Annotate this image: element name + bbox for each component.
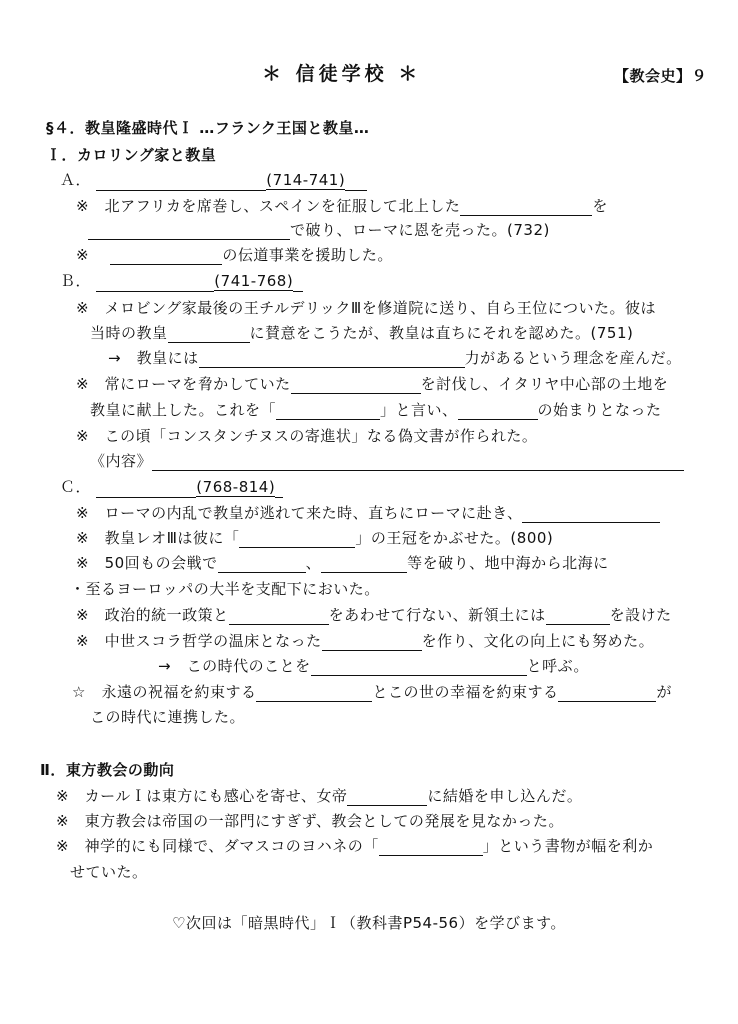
b-text-5c: の始まりとなった [537, 401, 662, 419]
page-title: ＊ 信徒学校 ＊ [262, 63, 422, 85]
c-line-7 [158, 656, 589, 676]
c-text-8a: ☆ 永遠の祝福を約束する [72, 683, 257, 701]
c-text-6a: ※ 中世スコラ哲学の温床となった [76, 632, 322, 650]
a-text-3a: ※ [76, 246, 90, 264]
section-heading: §４．教皇隆盛時代Ｉ …フランク王国と教皇… [46, 119, 370, 137]
p2-text-3a: ※ 神学的にも同様で、ダマスコのヨハネの「 [56, 837, 379, 855]
c-text-7a: → この時代のことを [158, 657, 311, 675]
blank-c2[interactable] [239, 530, 355, 548]
item-c-years: (768-814) [196, 478, 276, 496]
p2-line-1 [56, 786, 582, 806]
b-text-3b: 力があるという理念を産んだ。 [464, 349, 682, 367]
c-line-6 [76, 631, 654, 651]
a-text-1b: を [592, 197, 608, 215]
blank-b3[interactable] [199, 350, 465, 368]
c-text-7b: と呼ぶ。 [526, 657, 589, 675]
blank-c8a[interactable] [256, 684, 372, 702]
c-text-5b: をあわせて行ない、新領土には [328, 606, 546, 624]
b-text-4b: を討伐し、イタリヤ中心部の土地を [420, 375, 669, 393]
blank-c5a[interactable] [229, 607, 329, 625]
p2-text-1a: ※ カールＩは東方にも感心を寄せ、女帝 [56, 787, 348, 805]
blank-a1[interactable] [460, 198, 592, 216]
item-b-line [60, 271, 303, 292]
item-b-years: (741-768) [214, 272, 294, 290]
a-text-2: で破り、ローマに恩を売った。(732) [290, 221, 550, 239]
c-text-6b: を作り、文化の向上にも努めた。 [421, 632, 655, 650]
b-text-5b: 」と言い、 [380, 401, 458, 419]
p2-line-3 [56, 836, 653, 856]
blank-c1[interactable] [522, 505, 660, 523]
blank-c7[interactable] [311, 658, 527, 676]
p2-line-2: ※ 東方教会は帝国の一部門にすぎず、教会としての発展を見なかった。 [56, 812, 564, 830]
b-text-4a: ※ 常にローマを脅かしていた [76, 375, 291, 393]
c-text-2b: 」の王冠をかぶせた。(800) [355, 529, 554, 547]
b-text-2a: 当時の教皇 [90, 324, 168, 342]
blank-a-tail [345, 173, 367, 191]
item-a-label: Ａ． [60, 171, 92, 189]
a-text-1: ※ 北アフリカを席巻し、スペインを征服して北上した [76, 197, 461, 215]
c-line-4: ・至るヨーロッパの大半を支配下においた。 [70, 580, 380, 598]
a-line-2 [88, 220, 550, 240]
b-line-7 [90, 451, 684, 471]
c-text-3b: 、 [305, 554, 322, 572]
b-line-3 [108, 348, 682, 368]
c-line-9: この時代に連携した。 [90, 708, 246, 726]
c-text-8b: とこの世の幸福を約束する [372, 683, 559, 701]
footer-note: ♡次回は「暗黒時代」Ｉ（教科書P54-56）を学びます。 [172, 914, 566, 932]
blank-c3b[interactable] [321, 555, 407, 573]
blank-b2[interactable] [168, 325, 250, 343]
b-line-6: ※ この頃「コンスタンチヌスの寄進状」なる偽文書が作られた。 [76, 427, 538, 445]
blank-b5a[interactable] [276, 402, 380, 420]
part1-heading: Ｉ．カロリング家と教皇 [46, 146, 217, 164]
blank-a2[interactable] [88, 222, 290, 240]
c-line-2 [76, 528, 553, 548]
blank-c8b[interactable] [558, 684, 656, 702]
c-line-1 [76, 503, 660, 523]
blank-a3[interactable] [110, 247, 222, 265]
c-text-1: ※ ローマの内乱で教皇が逃れて来た時、直ちにローマに赴き、 [76, 504, 523, 522]
item-c-line [60, 477, 283, 498]
item-c-label: Ｃ． [60, 478, 92, 496]
blank-b7[interactable] [152, 453, 684, 471]
blank-p2-3[interactable] [379, 838, 483, 856]
b-text-5a: 教皇に献上した。これを「 [90, 401, 277, 419]
a-text-3b: の伝道事業を援助した。 [222, 246, 393, 264]
blank-b5b[interactable] [458, 402, 538, 420]
blank-c3a[interactable] [218, 555, 306, 573]
b-content-label: 《内容》 [90, 452, 153, 470]
b-line-4 [76, 374, 668, 394]
a-line-1 [76, 196, 608, 216]
blank-c5b[interactable] [546, 607, 610, 625]
blank-c6[interactable] [322, 633, 422, 651]
c-text-5c: を設けた [609, 606, 672, 624]
c-text-3a: ※ 50回もの会戦で [76, 554, 218, 572]
item-a-line [60, 170, 367, 191]
blank-b-name[interactable] [96, 274, 214, 292]
c-text-5a: ※ 政治的統一政策と [76, 606, 229, 624]
c-text-3c: 等を破り、地中海から北海に [407, 554, 609, 572]
c-text-8c: が [656, 683, 672, 701]
p2-text-3b: 」という書物が幅を利か [482, 837, 654, 855]
p2-line-4: せていた。 [70, 863, 148, 881]
b-text-3a: → 教皇には [108, 349, 199, 367]
item-b-label: Ｂ． [60, 272, 92, 290]
blank-c-tail [275, 480, 283, 498]
c-line-5 [76, 605, 672, 625]
c-text-2a: ※ 教皇レオⅢは彼に「 [76, 529, 240, 547]
blank-b4[interactable] [291, 376, 421, 394]
item-a-years: (714-741) [266, 171, 346, 189]
b-text-2b: に賛意をこうたが、教皇は直ちにそれを認めた。(751) [249, 324, 634, 342]
blank-c-name[interactable] [96, 480, 196, 498]
a-line-3 [76, 245, 393, 265]
p2-text-1b: に結婚を申し込んだ。 [427, 787, 583, 805]
c-line-8 [72, 682, 672, 702]
c-line-3 [76, 553, 609, 573]
b-line-1: ※ メロビング家最後の王チルデリックⅢを修道院に送り、自ら王位についた。彼は [76, 299, 656, 317]
blank-p2-1[interactable] [347, 788, 427, 806]
blank-b-tail [293, 274, 303, 292]
part2-heading: Ⅱ．東方教会の動向 [40, 761, 175, 779]
b-line-2 [90, 323, 633, 343]
b-line-5 [90, 400, 662, 420]
blank-a-name[interactable] [96, 173, 266, 191]
subject-tag: 【教会史】９ [614, 67, 708, 85]
